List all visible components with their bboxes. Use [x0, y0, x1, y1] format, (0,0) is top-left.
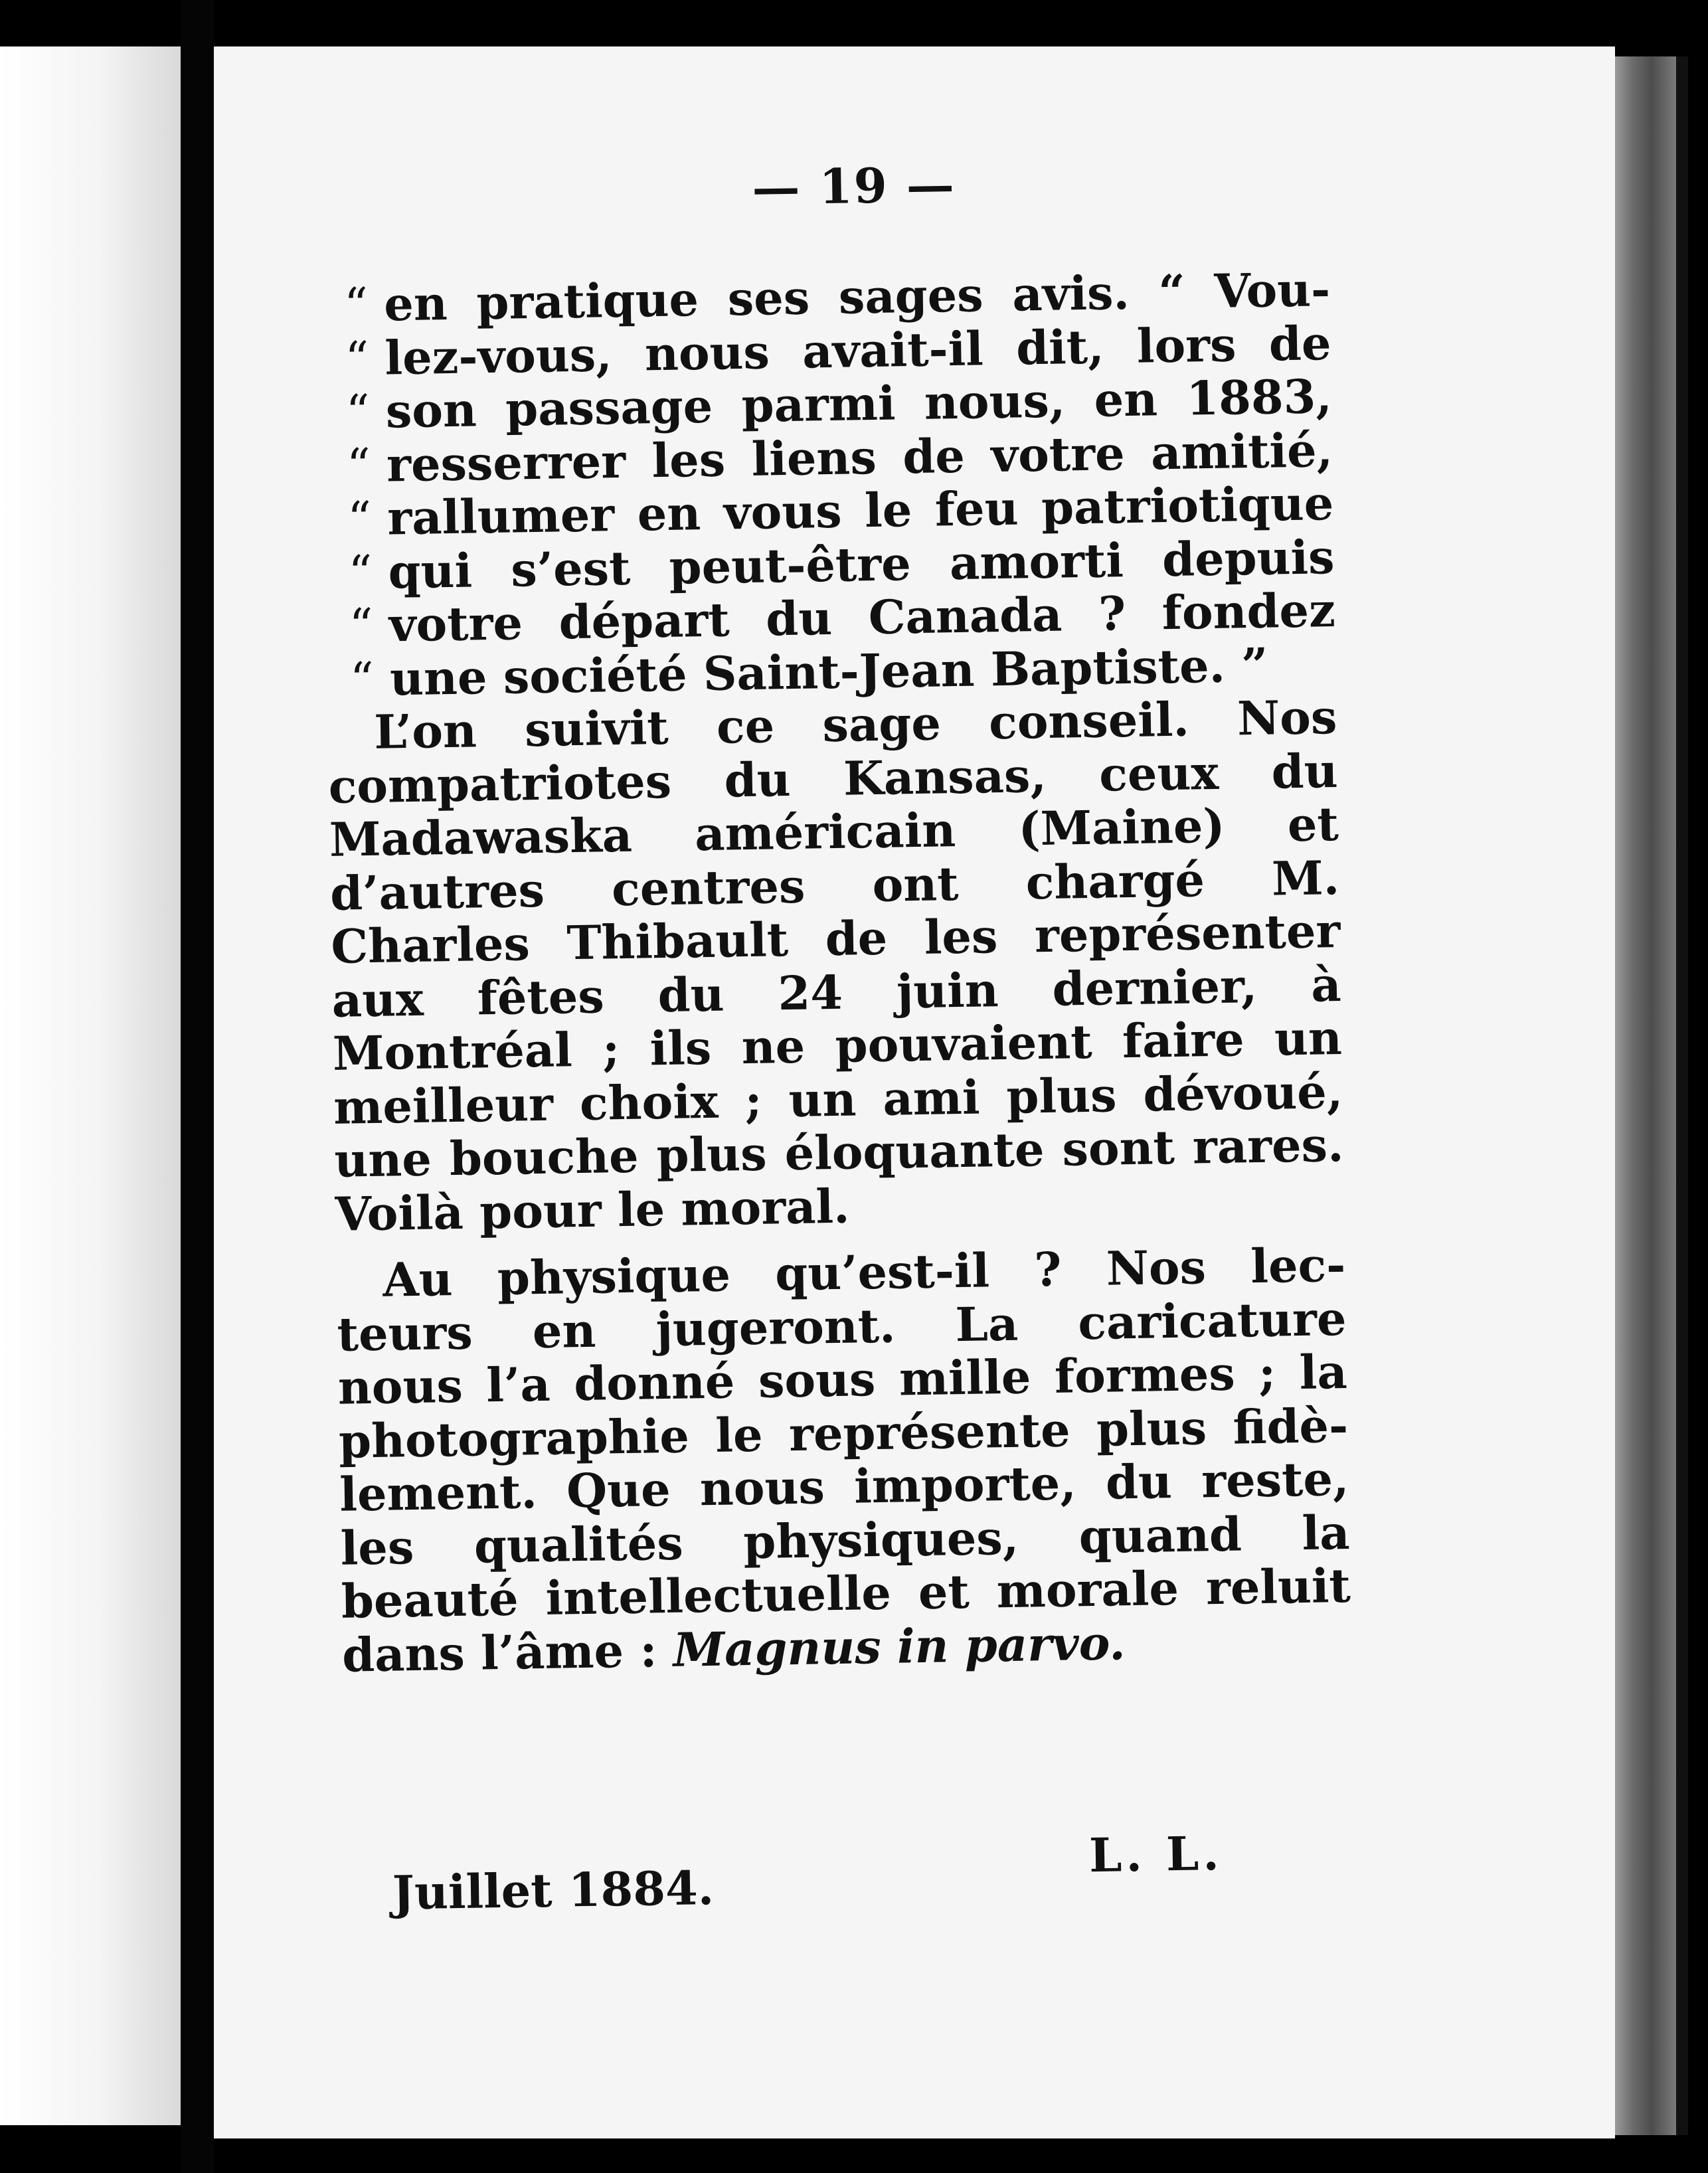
text-line: Voilà pour le moral.	[335, 1178, 851, 1242]
text-line: les qualités physiques, quand la	[340, 1504, 1351, 1576]
page-edges	[1615, 56, 1676, 2135]
text-line: Madawaska américain (Maine) et	[329, 796, 1339, 867]
text-line: “ son passage parmi nous, en 1883,	[322, 370, 1332, 439]
text-line: une bouche plus éloquante sont rares.	[333, 1116, 1344, 1188]
latin-phrase: Magnus in parvo.	[672, 1614, 1126, 1678]
text-line: “ rallumer en vous le feu patriotique	[324, 477, 1334, 546]
text-line: dans l’âme :	[341, 1622, 674, 1683]
text-line: meilleur choix ; un ami plus dévoué,	[333, 1063, 1343, 1135]
text-line: beauté intellectuelle et morale reluit	[341, 1557, 1351, 1629]
text-line: L’on suivit ce sage conseil. Nos	[373, 689, 1337, 760]
text-line: “ votre départ du Canada ? fondez	[325, 584, 1335, 653]
page-body	[321, 263, 1352, 1682]
text-line: “ en pratique ses sages avis. “ Vou-	[321, 263, 1331, 332]
text-line: Au physique qu’est-il ? Nos lec-	[382, 1237, 1346, 1308]
text-line: “ lez-vous, nous avait-il dit, lors de	[321, 317, 1331, 386]
text-line: d’autres centres ont chargé M.	[329, 849, 1340, 921]
text-line: “ qui s’est peut-être amorti depuis	[325, 531, 1335, 600]
text-line: compatriotes du Kansas, ceux du	[328, 742, 1339, 814]
date-line: Juillet 1884.	[392, 1860, 715, 1921]
text-line: lement. Que nous importe, du reste,	[339, 1450, 1349, 1522]
text-line: “ une société Saint-Jean Baptiste. ”	[327, 638, 1337, 707]
text-line: Charles Thibault de les représenter	[330, 903, 1341, 974]
author-initials: L. L.	[1088, 1825, 1224, 1883]
text-line: Montréal ; ils ne pouvaient faire un	[332, 1009, 1343, 1081]
page-edge-shadow	[1676, 56, 1688, 2135]
text-line: teurs en jugeront. La caricature	[336, 1290, 1347, 1362]
text-line: aux fêtes du 24 juin dernier, à	[331, 956, 1342, 1028]
text-line: nous l’a donné sous mille formes ; la	[337, 1344, 1348, 1415]
text-line: photographie le représente plus fidè-	[338, 1397, 1349, 1469]
page-number: — 19 —	[751, 155, 956, 216]
book-gutter	[181, 0, 214, 2173]
text-line: “ resserrer les liens de votre amitié,	[323, 424, 1333, 493]
left-page-fragment	[0, 46, 181, 2125]
